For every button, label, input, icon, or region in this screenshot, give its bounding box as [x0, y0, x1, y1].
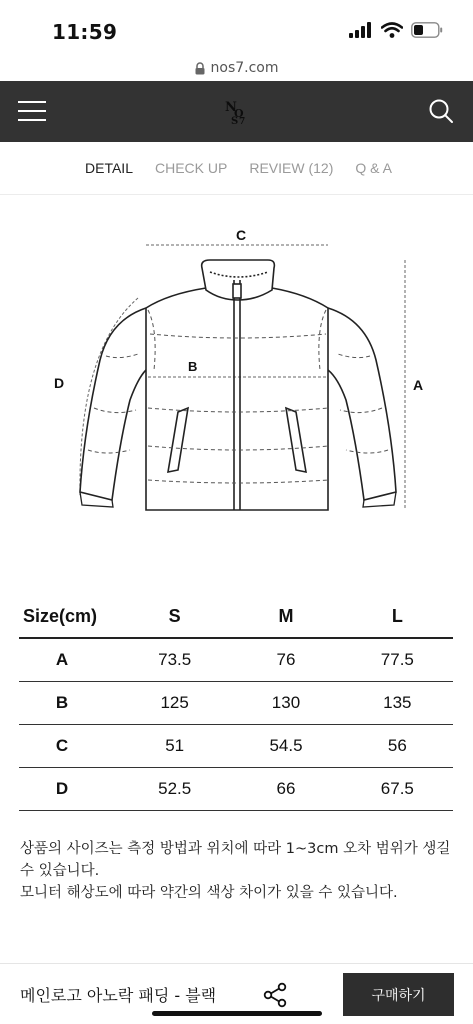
status-time: 11:59 — [52, 20, 118, 44]
table-row — [19, 724, 453, 767]
header-l: L — [342, 596, 453, 638]
cell-value: 125 — [119, 681, 230, 724]
row-label: C — [19, 724, 119, 767]
table-row — [19, 681, 453, 724]
signal-icon — [349, 22, 373, 38]
size-notes — [20, 838, 460, 904]
home-indicator — [152, 1011, 322, 1016]
note-measurement: 상품의 사이즈는 측정 방법과 위치에 따라 1~3cm 오차 범위가 생길 수 있습니다. — [20, 841, 451, 879]
search-icon[interactable] — [427, 97, 455, 125]
cell-value: 73.5 — [119, 638, 230, 681]
svg-text:S: S — [231, 116, 239, 127]
status-bar — [0, 0, 473, 56]
site-header — [0, 81, 473, 142]
tab-review[interactable]: REVIEW (12) — [249, 160, 334, 176]
tab-check-up[interactable]: CHECK UP — [154, 160, 228, 176]
jacket-size-diagram — [40, 210, 440, 530]
wifi-icon — [381, 22, 403, 38]
table-row — [19, 638, 453, 681]
cell-value: 52.5 — [119, 767, 230, 810]
hamburger-menu-icon[interactable] — [18, 98, 48, 124]
cell-value: 51 — [119, 724, 230, 767]
svg-text:O: O — [234, 107, 244, 120]
product-name: 메인로고 아노락 패딩 - 블랙 — [20, 986, 217, 1005]
label-a: A — [413, 377, 424, 393]
row-label: B — [19, 681, 119, 724]
share-icon[interactable] — [262, 982, 288, 1008]
row-label: D — [19, 767, 119, 810]
header-size: Size(cm) — [19, 596, 119, 638]
cell-value: 76 — [230, 638, 341, 681]
svg-text:N: N — [225, 100, 237, 115]
size-table-header — [19, 596, 453, 638]
nos7-logo[interactable] — [222, 97, 252, 127]
header-s: S — [119, 596, 230, 638]
url-bar[interactable] — [0, 56, 473, 80]
label-b: B — [188, 359, 198, 374]
label-c: C — [236, 227, 247, 243]
battery-icon — [411, 22, 443, 38]
svg-text:7: 7 — [239, 117, 246, 127]
cell-value: 67.5 — [342, 767, 453, 810]
cell-value: 135 — [342, 681, 453, 724]
tab-divider — [0, 194, 473, 195]
url-text: nos7.com — [210, 60, 279, 76]
buy-button[interactable]: 구매하기 — [343, 973, 454, 1016]
header-m: M — [230, 596, 341, 638]
cell-value: 54.5 — [230, 724, 341, 767]
cell-value: 66 — [230, 767, 341, 810]
cell-value: 56 — [342, 724, 453, 767]
size-table — [19, 596, 453, 811]
tab-detail[interactable]: DETAIL — [85, 160, 133, 176]
lock-icon — [195, 62, 205, 75]
detail-tabs — [0, 142, 473, 194]
cell-value: 77.5 — [342, 638, 453, 681]
cell-value: 130 — [230, 681, 341, 724]
tab-qa[interactable]: Q & A — [355, 160, 392, 176]
note-color: 모니터 해상도에 따라 약간의 색상 차이가 있을 수 있습니다. — [20, 885, 398, 901]
status-icons — [349, 22, 443, 38]
label-d: D — [54, 375, 65, 391]
row-label: A — [19, 638, 119, 681]
table-row — [19, 767, 453, 810]
